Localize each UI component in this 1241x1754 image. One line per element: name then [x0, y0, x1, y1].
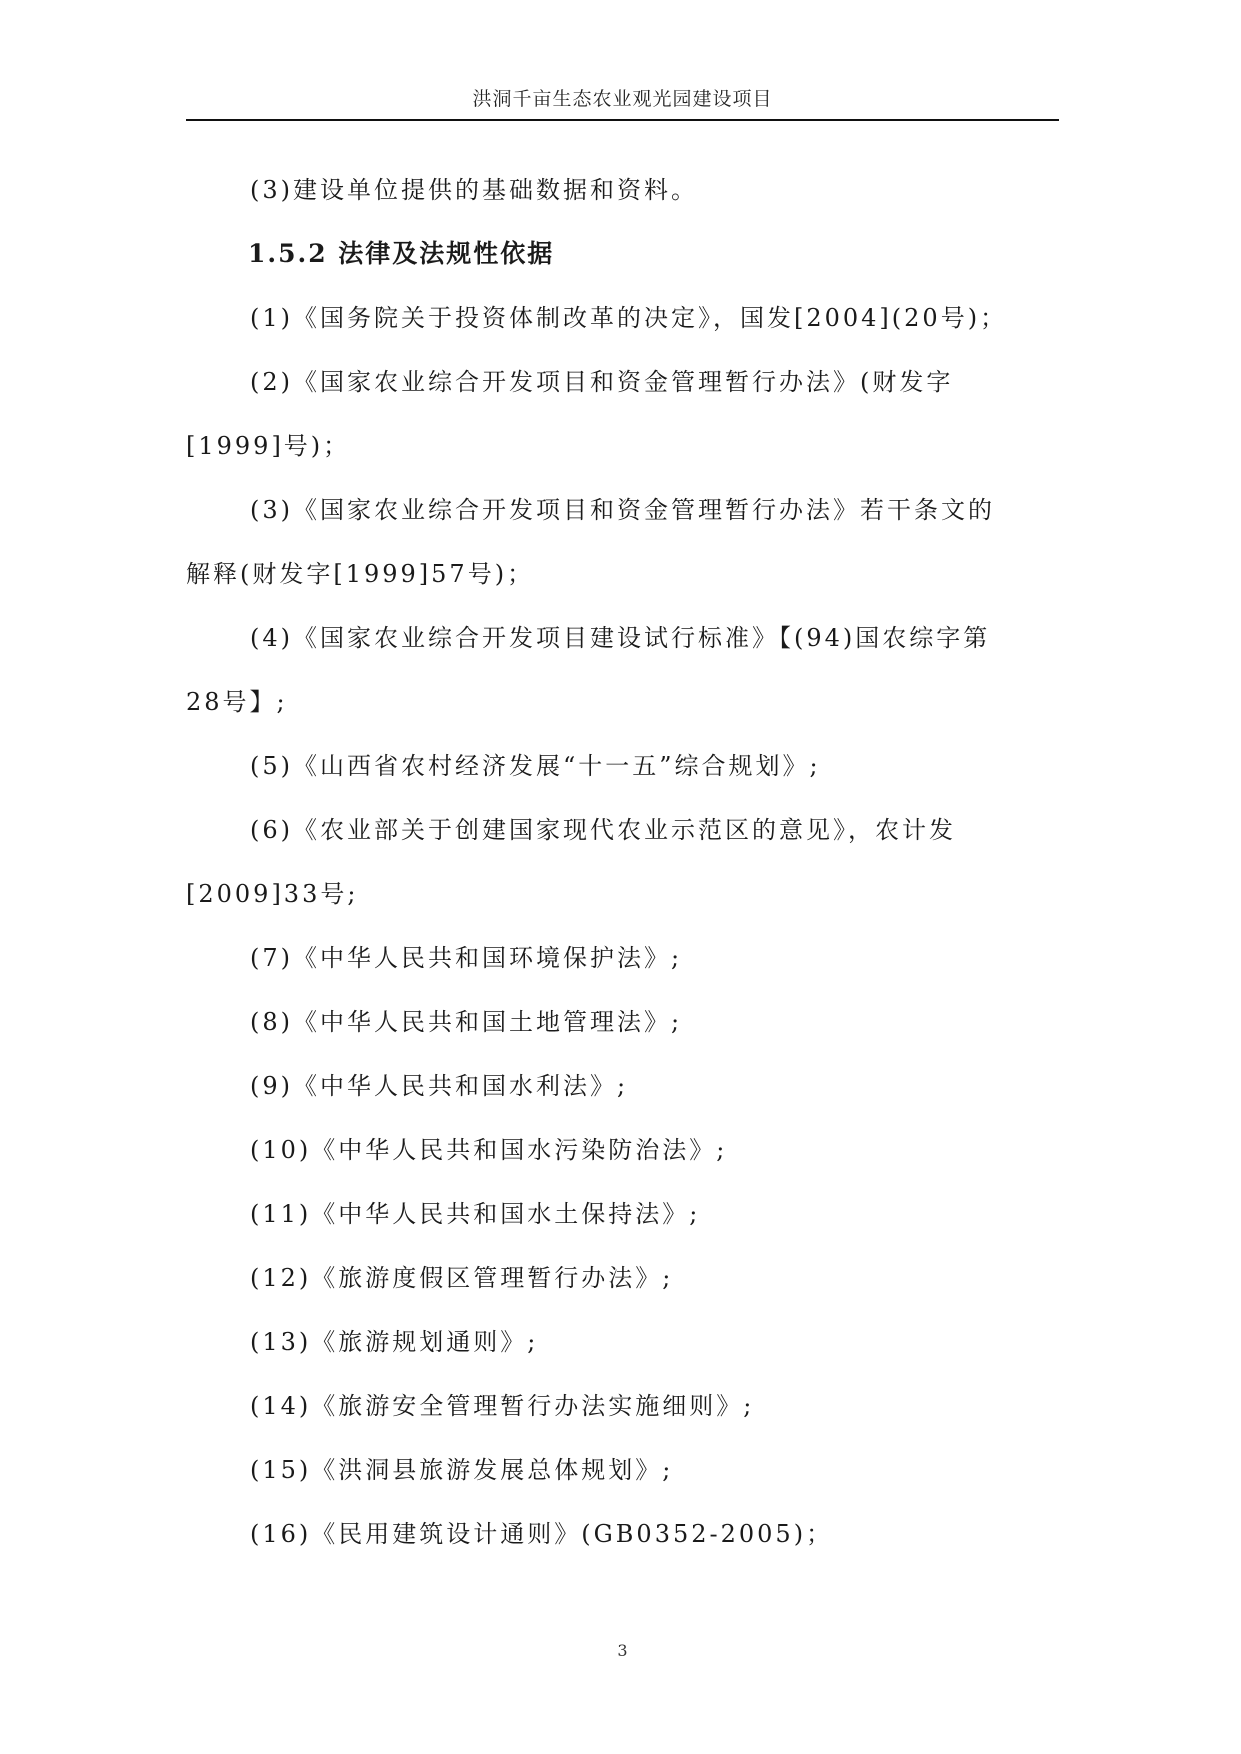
- section-heading: 1.5.2 法律及法规性依据: [248, 239, 555, 268]
- header-rule: [186, 119, 1059, 121]
- list-item-continuation: 解释(财发字[1999]57号)；: [186, 560, 535, 588]
- document-body: [186, 158, 1059, 1566]
- list-item: (7)《中华人民共和国环境保护法》;: [250, 944, 683, 972]
- list-item-continuation: [1999]号)；: [186, 432, 351, 460]
- list-item-continuation: 28号】;: [186, 688, 288, 716]
- list-item: (8)《中华人民共和国土地管理法》;: [250, 1008, 683, 1036]
- list-item: (10)《中华人民共和国水污染防治法》;: [250, 1136, 728, 1164]
- intro-line: (3)建设单位提供的基础数据和资料。: [250, 176, 698, 204]
- list-item: (11)《中华人民共和国水土保持法》;: [250, 1200, 701, 1228]
- list-item: (1)《国务院关于投资体制改革的决定》，国发[2004](20号)；: [250, 304, 1008, 332]
- running-header: 洪洞千亩生态农业观光园建设项目: [472, 88, 773, 110]
- list-item: (2)《国家农业综合开发项目和资金管理暂行办法》(财发字: [250, 368, 954, 396]
- list-item: (4)《国家农业综合开发项目建设试行标准》【(94)国农综字第: [250, 624, 991, 652]
- list-item: (3)《国家农业综合开发项目和资金管理暂行办法》若干条文的: [250, 496, 995, 524]
- list-item: (14)《旅游安全管理暂行办法实施细则》;: [250, 1392, 755, 1420]
- list-item: (9)《中华人民共和国水利法》;: [250, 1072, 629, 1100]
- list-item: (5)《山西省农村经济发展“十一五”综合规划》;: [250, 752, 821, 780]
- list-item: (15)《洪洞县旅游发展总体规划》;: [250, 1456, 674, 1484]
- list-item-continuation: [2009]33号;: [186, 880, 359, 908]
- list-item: (13)《旅游规划通则》;: [250, 1328, 539, 1356]
- list-item: (16)《民用建筑设计通则》(GB0352-2005)；: [250, 1520, 834, 1548]
- list-item: (12)《旅游度假区管理暂行办法》;: [250, 1264, 674, 1292]
- list-item: (6)《农业部关于创建国家现代农业示范区的意见》，农计发: [250, 816, 956, 844]
- page-number: 3: [617, 1641, 628, 1660]
